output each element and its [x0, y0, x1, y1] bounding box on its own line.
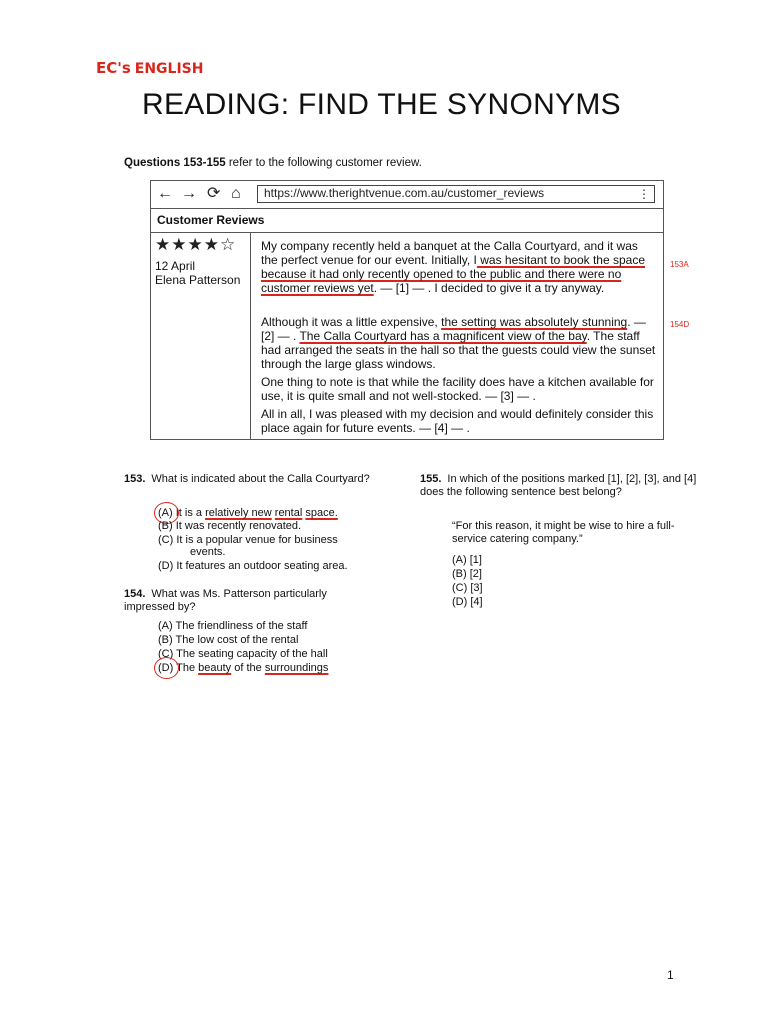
question-155-quote: “For this reason, it might be wise to hire a full-service catering company.”	[452, 520, 675, 545]
question-153	[124, 473, 374, 486]
option-153-b: (B) It was recently renovated.	[158, 520, 302, 532]
forward-arrow-icon: →	[181, 185, 197, 202]
question-text: What was Ms. Patterson particularly impressed by?	[124, 588, 327, 613]
option-text: of the	[231, 662, 265, 674]
menu-dots-icon: ⋮	[638, 187, 650, 201]
review-text: . — [1] — . I decided to give it a try anyway.	[373, 281, 605, 295]
browser-toolbar	[151, 181, 663, 209]
questions-intro-text: refer to the following customer review.	[228, 157, 422, 169]
option-153-c: (C) It is a popular venue for business	[158, 534, 338, 546]
question-number: 155.	[420, 473, 442, 485]
option-153-c-continued: events.	[190, 546, 226, 558]
answer-circle	[154, 657, 179, 679]
option-153-d: (D) It features an outdoor seating area.	[158, 560, 348, 572]
question-text: In which of the positions marked [1], [2], [3], and [4] does the following sentence best belong?	[420, 473, 697, 498]
back-arrow-icon: ←	[157, 185, 173, 202]
reload-icon: ⟳	[207, 185, 221, 202]
option-155-b: (B) [2]	[452, 568, 482, 580]
reviewer-name: Elena Patterson	[155, 273, 241, 287]
underlined-phrase: rental	[274, 507, 303, 519]
review-paragraph-2	[261, 315, 657, 371]
underlined-phrase: the setting was absolutely stunning	[441, 315, 628, 329]
page-number: 1	[667, 968, 674, 982]
address-bar	[257, 185, 655, 203]
address-url: https://www.therightvenue.com.au/customer_reviews	[264, 186, 545, 200]
option-155-a: (A) [1]	[452, 554, 482, 566]
home-icon: ⌂	[231, 185, 241, 202]
review-text: . The staff had arranged the seats in the hall so that the guests could view the sunset through the large glass windows.	[261, 329, 656, 371]
option-155-c: (C) [3]	[452, 582, 483, 594]
underlined-phrase: relatively new	[205, 507, 272, 519]
option-154-b: (B) The low cost of the rental	[158, 634, 299, 646]
option-label: (A)	[158, 507, 173, 519]
question-number: 154.	[124, 588, 146, 600]
question-text: What is indicated about the Calla Courtyard?	[151, 473, 370, 485]
option-text: The	[173, 662, 199, 674]
questions-intro	[124, 157, 422, 169]
review-paragraph-4: All in all, I was pleased with my decision and would definitely consider this place again for future events. — [4] — .	[261, 407, 654, 435]
underlined-phrase: beauty	[198, 662, 232, 674]
star-rating-icon: ★★★★☆	[155, 235, 237, 254]
review-date: 12 April	[155, 259, 196, 273]
brand-logo	[96, 60, 203, 77]
underlined-phrase: space.	[305, 507, 338, 519]
question-154	[124, 588, 374, 614]
question-155	[420, 473, 705, 499]
margin-note: 153A	[670, 260, 689, 269]
review-paragraph-1	[261, 239, 657, 295]
section-header: Customer Reviews	[151, 209, 663, 233]
underlined-phrase: was hesitant to book the space because it had only recently opened to the public and there were no customer reviews yet	[261, 253, 646, 295]
option-label: (D)	[158, 662, 174, 674]
margin-note: 154D	[670, 320, 690, 329]
brand-sub: ENGLISH	[134, 61, 204, 77]
option-153-a	[158, 507, 338, 520]
question-number: 153.	[124, 473, 146, 485]
brand-main: EC's	[96, 59, 131, 77]
option-154-a: (A) The friendliness of the staff	[158, 620, 308, 632]
underlined-phrase: surroundings	[264, 662, 329, 674]
browser-window	[150, 180, 664, 440]
review-text: Although it was a little expensive,	[261, 315, 442, 329]
underlined-phrase: The Calla Courtyard has a magnificent view of the bay	[299, 329, 587, 343]
review-text: . — [2] — .	[261, 315, 646, 343]
reviewer-column	[151, 233, 251, 439]
option-text: It is a	[172, 507, 206, 519]
review-text: My company recently held a banquet at the Calla Courtyard, and it was the perfect venue for our event. Initially, I	[261, 239, 638, 267]
option-155-d: (D) [4]	[452, 596, 483, 608]
option-154-c: (C) The seating capacity of the hall	[158, 648, 328, 660]
option-154-d	[158, 662, 328, 675]
page-title: READING: FIND THE SYNONYMS	[142, 88, 621, 121]
review-paragraph-3: One thing to note is that while the facility does have a kitchen available for use, it is quite small and not well-stocked. — [3] — .	[261, 375, 654, 403]
questions-range: Questions 153-155	[124, 157, 226, 169]
